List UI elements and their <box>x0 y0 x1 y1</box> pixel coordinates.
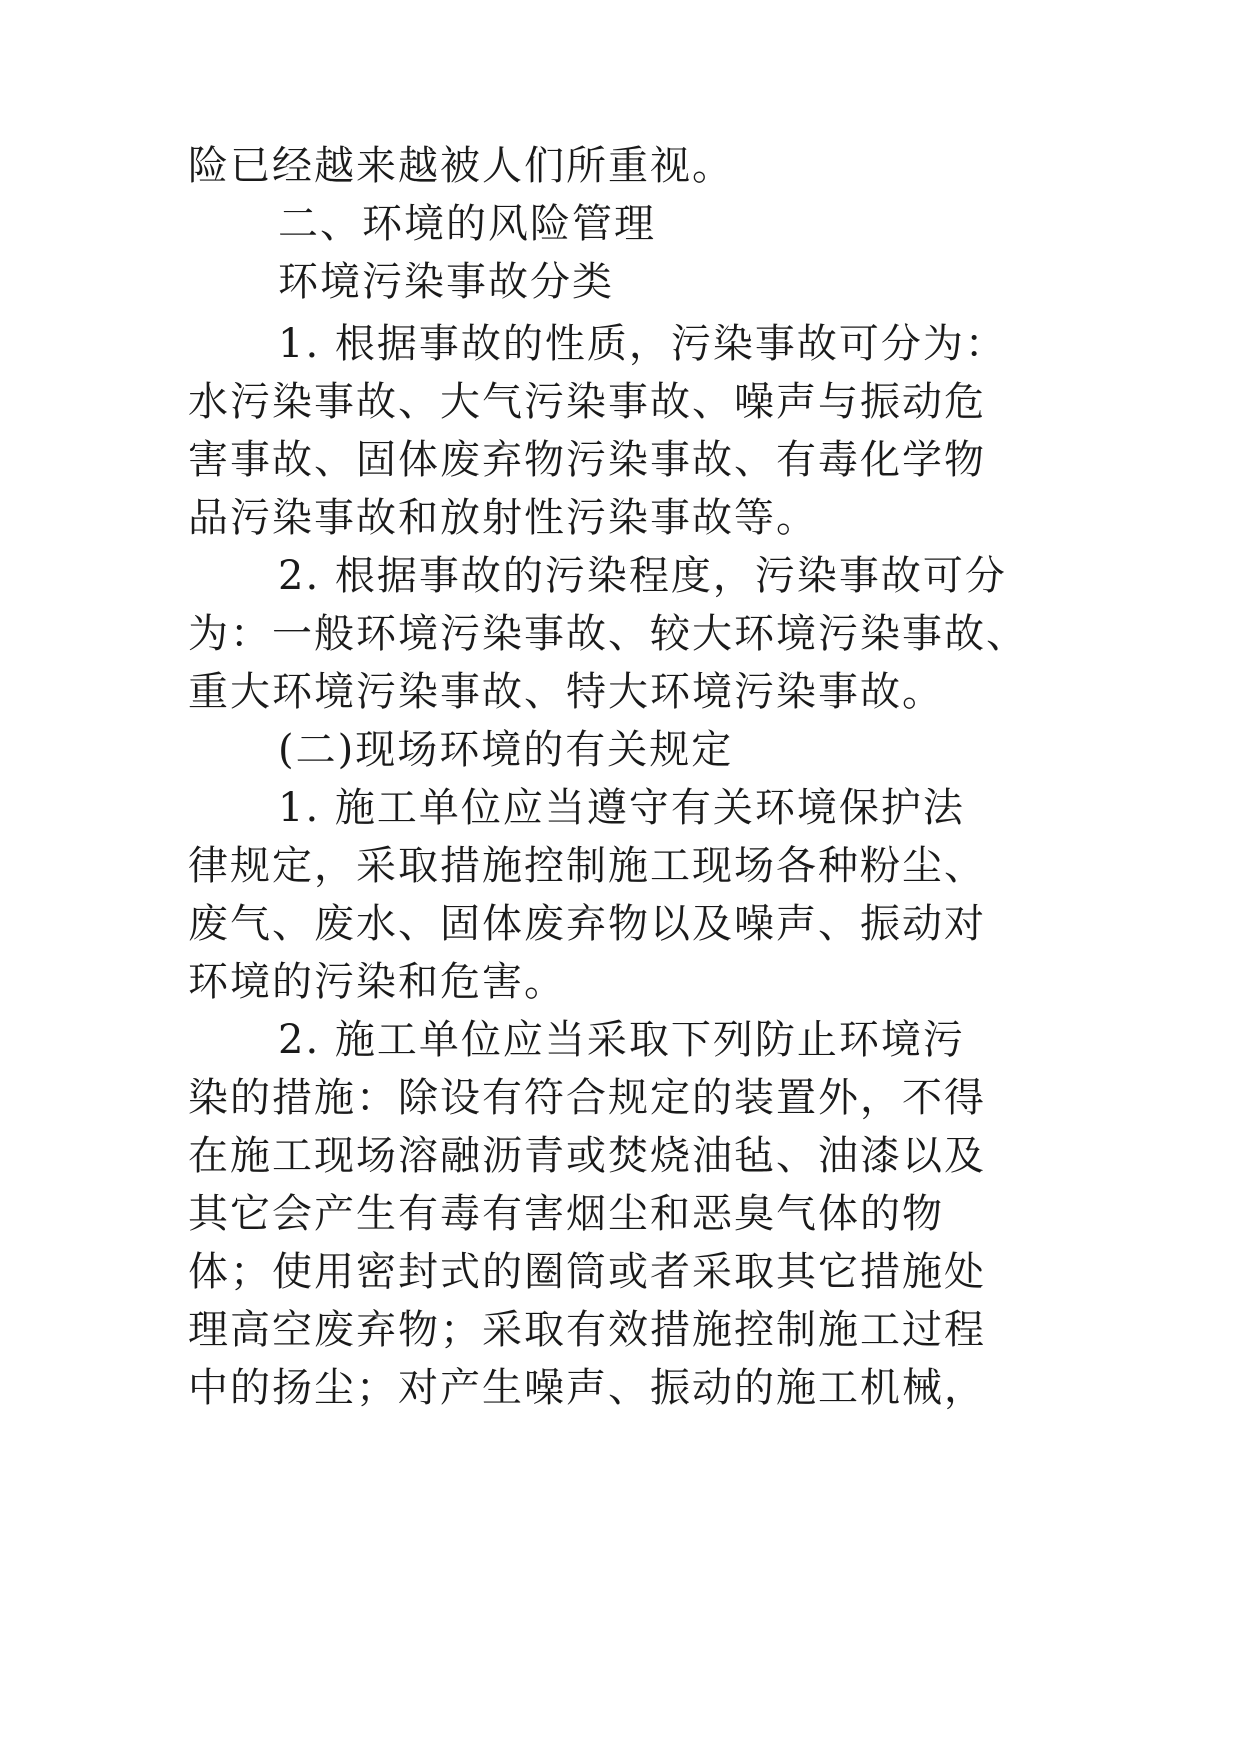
subsection-heading: 环境污染事故分类 <box>278 259 614 305</box>
text-line: 为：一般环境污染事故、较大环境污染事故、 <box>188 611 1028 657</box>
section-heading: 二、环境的风险管理 <box>278 201 656 247</box>
subsection-heading: (二)现场环境的有关规定 <box>278 727 734 773</box>
text-line: 环境的污染和危害。 <box>188 959 566 1005</box>
text-line: 2. 根据事故的污染程度，污染事故可分 <box>278 553 1007 599</box>
text-line: 害事故、固体废弃物污染事故、有毒化学物 <box>188 437 986 483</box>
text-line: 中的扬尘；对产生噪声、振动的施工机械， <box>188 1365 986 1411</box>
text-line: 险已经越来越被人们所重视。 <box>188 143 734 189</box>
text-line: 水污染事故、大气污染事故、噪声与振动危 <box>188 379 986 425</box>
text-line: 体；使用密封式的圈筒或者采取其它措施处 <box>188 1249 986 1295</box>
text-line: 1. 根据事故的性质，污染事故可分为： <box>278 321 1007 367</box>
text-line: 废气、废水、固体废弃物以及噪声、振动对 <box>188 901 986 947</box>
text-line: 其它会产生有毒有害烟尘和恶臭气体的物 <box>188 1191 944 1237</box>
text-line: 重大环境污染事故、特大环境污染事故。 <box>188 669 944 715</box>
text-line: 在施工现场溶融沥青或焚烧油毡、油漆以及 <box>188 1133 986 1179</box>
text-line: 律规定，采取措施控制施工现场各种粉尘、 <box>188 843 986 889</box>
text-line: 染的措施：除设有符合规定的装置外，不得 <box>188 1075 986 1121</box>
text-line: 理高空废弃物；采取有效措施控制施工过程 <box>188 1307 986 1353</box>
text-line: 2. 施工单位应当采取下列防止环境污 <box>278 1017 965 1063</box>
text-line: 1. 施工单位应当遵守有关环境保护法 <box>278 785 965 831</box>
text-line: 品污染事故和放射性污染事故等。 <box>188 495 818 541</box>
